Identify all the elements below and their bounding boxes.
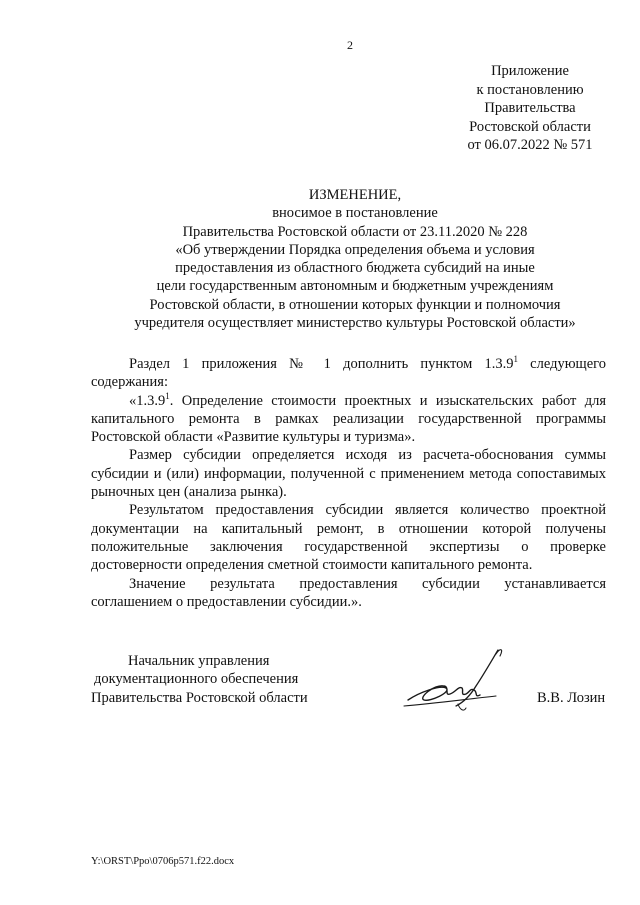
document-body bbox=[91, 355, 606, 611]
document-title bbox=[90, 186, 620, 332]
file-path: Y:\ORST\Ppo\0706p571.f22.docx bbox=[91, 856, 235, 867]
paragraph-clause: «1.3.9$^1$. Определение стоимости проектных и изыскательских работ для капитального ремонта в рамках реализации государственной программы Ростовской области «Развитие культуры и туризма». bbox=[91, 390, 606, 446]
appendix-header bbox=[430, 62, 630, 155]
appendix-line: Ростовской области bbox=[469, 118, 591, 135]
title-line: вносимое в постановление bbox=[272, 205, 438, 222]
title-line: цели государственным автономным и бюджетным учреждениям bbox=[156, 278, 554, 295]
paragraph-result-value: Значение результата предоставления субсидии устанавливается соглашением о предоставлении субсидии.». bbox=[91, 575, 606, 610]
title-line: Правительства Ростовской области от 23.11.2020 № 228 bbox=[182, 223, 528, 240]
title-heading: ИЗМЕНЕНИЕ, bbox=[308, 187, 402, 203]
page-number: 2 bbox=[347, 38, 353, 52]
appendix-line: от 06.07.2022 № 571 bbox=[467, 137, 593, 153]
paragraph-subsidy-size: Размер субсидии определяется исходя из расчета-обоснования суммы субсидии и (или) информации, полученной с применением метода сопоставимых рыночных цен (анализа рынка). bbox=[91, 447, 606, 501]
signatory-line: Начальник управления bbox=[128, 653, 270, 669]
title-line: Ростовской области, в отношении которых функции и полномочия bbox=[149, 296, 561, 313]
paragraph-amendment: Раздел 1 приложения № 1 дополнить пунктом 1.3.9$^1$ следующего содержания: bbox=[91, 354, 606, 391]
signatory-line: документационного обеспечения bbox=[94, 671, 299, 688]
title-line: «Об утверждении Порядка определения объема и условия bbox=[175, 241, 535, 258]
title-line: предоставления из областного бюджета субсидий на иные bbox=[175, 260, 535, 277]
signatory-title bbox=[91, 652, 308, 707]
paragraph-result: Результатом предоставления субсидии является количество проектной документации на капитальный ремонт, в отношении которой получены положительные заключения государственной экспертизы о проверке достоверности определения сметной стоимости капитального ремонта. bbox=[91, 502, 606, 574]
appendix-line: к постановлению bbox=[476, 81, 584, 98]
handwritten-signature bbox=[400, 640, 510, 720]
appendix-line: Приложение bbox=[491, 63, 569, 79]
signatory-line: Правительства Ростовской области bbox=[91, 689, 308, 706]
title-line: учредителя осуществляет министерство культуры Ростовской области» bbox=[134, 315, 576, 332]
appendix-line: Правительства bbox=[484, 100, 576, 116]
signer-name: В.В. Лозин bbox=[537, 690, 606, 706]
